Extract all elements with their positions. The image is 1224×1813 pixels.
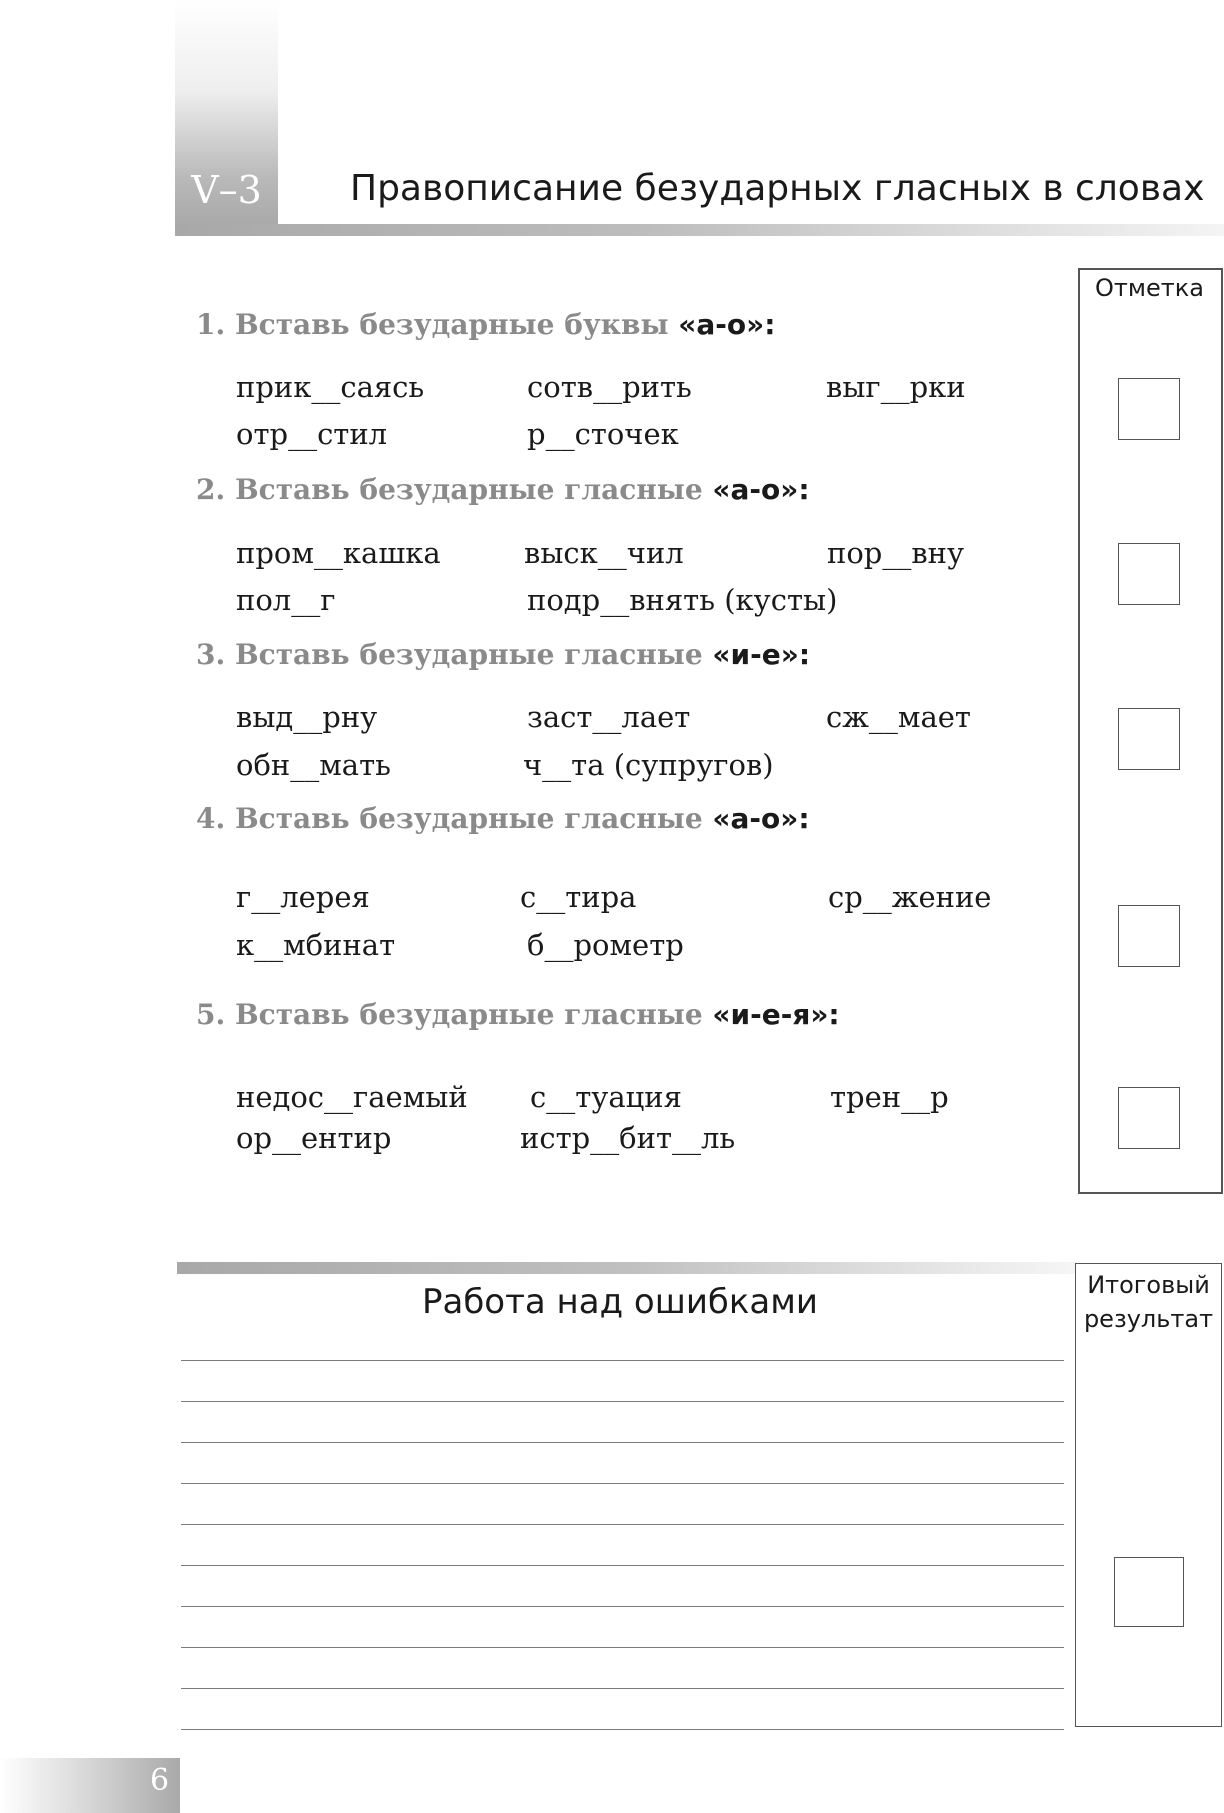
word-item[interactable]: истр__бит__ль <box>520 1121 736 1155</box>
writing-line[interactable] <box>181 1647 1064 1648</box>
task-letters: «а-о»: <box>712 802 810 835</box>
task-instruction: Вставь безударные буквы <box>234 308 669 341</box>
task-instruction: Вставь безударные гласные <box>234 998 703 1031</box>
writing-line[interactable] <box>181 1360 1064 1361</box>
result-label <box>1075 1268 1222 1336</box>
word-item[interactable]: с__тира <box>520 880 637 914</box>
score-box-3[interactable] <box>1118 708 1180 770</box>
word-item[interactable]: пор__вну <box>827 536 965 570</box>
word-item[interactable]: прик__саясь <box>236 370 425 404</box>
word-item[interactable]: б__рометр <box>527 928 684 962</box>
task-number: 1. <box>196 308 226 341</box>
task-number: 3. <box>196 638 226 671</box>
writing-line[interactable] <box>181 1401 1064 1402</box>
word-item[interactable]: недос__гаемый <box>236 1080 468 1114</box>
result-label-line-1: Итоговый <box>1087 1271 1210 1299</box>
task-5-heading <box>196 998 840 1031</box>
page-number: 6 <box>150 1763 170 1798</box>
word-item[interactable]: сотв__рить <box>527 370 692 404</box>
errors-rule <box>177 1262 1077 1274</box>
writing-line[interactable] <box>181 1524 1064 1525</box>
score-box-4[interactable] <box>1118 905 1180 967</box>
result-label-line-2: результат <box>1083 1305 1214 1333</box>
word-item[interactable]: заст__лает <box>527 700 691 734</box>
word-item[interactable]: р__сточек <box>527 417 679 451</box>
word-item[interactable]: подр__внять (кусты) <box>527 583 838 617</box>
task-4-heading <box>196 802 810 835</box>
word-item[interactable]: г__лерея <box>236 880 370 914</box>
writing-line[interactable] <box>181 1729 1064 1730</box>
word-item[interactable]: пол__г <box>236 583 336 617</box>
writing-line[interactable] <box>181 1442 1064 1443</box>
writing-line[interactable] <box>181 1606 1064 1607</box>
section-code: V–3 <box>191 168 262 212</box>
word-item[interactable]: к__мбинат <box>236 928 396 962</box>
word-item[interactable]: выг__рки <box>826 370 966 404</box>
score-box-5[interactable] <box>1118 1087 1180 1149</box>
task-instruction: Вставь безударные гласные <box>234 638 703 671</box>
task-number: 5. <box>196 998 226 1031</box>
word-item[interactable]: ор__ентир <box>236 1121 392 1155</box>
word-item[interactable]: обн__мать <box>236 748 391 782</box>
word-item[interactable]: пром__кашка <box>236 536 441 570</box>
task-letters: «а-о»: <box>712 473 810 506</box>
word-item[interactable]: трен__р <box>830 1080 949 1114</box>
header-rule <box>175 224 1224 236</box>
task-instruction: Вставь безударные гласные <box>234 802 703 835</box>
word-item[interactable]: сж__мает <box>826 700 971 734</box>
errors-title: Работа над ошибками <box>421 1282 819 1322</box>
task-2-heading <box>196 473 810 506</box>
word-item[interactable]: выск__чил <box>524 536 684 570</box>
task-1-heading <box>196 308 775 341</box>
word-item[interactable]: выд__рну <box>236 700 378 734</box>
word-item[interactable]: с__туация <box>530 1080 682 1114</box>
word-item[interactable]: ср__жение <box>828 880 992 914</box>
result-score-box[interactable] <box>1114 1557 1184 1627</box>
word-item[interactable]: отр__стил <box>236 417 388 451</box>
task-number: 4. <box>196 802 226 835</box>
task-number: 2. <box>196 473 226 506</box>
marks-label: Отметка <box>1095 274 1204 302</box>
word-item[interactable]: ч__та (супругов) <box>523 748 774 782</box>
task-3-heading <box>196 638 810 671</box>
writing-line[interactable] <box>181 1483 1064 1484</box>
page-title: Правописание безударных гласных в словах <box>350 168 1205 209</box>
task-letters: «и-е»: <box>712 638 811 671</box>
task-instruction: Вставь безударные гласные <box>234 473 703 506</box>
score-box-2[interactable] <box>1118 543 1180 605</box>
score-box-1[interactable] <box>1118 378 1180 440</box>
writing-line[interactable] <box>181 1565 1064 1566</box>
writing-line[interactable] <box>181 1688 1064 1689</box>
task-letters: «а-о»: <box>678 308 776 341</box>
task-letters: «и-е-я»: <box>712 998 840 1031</box>
